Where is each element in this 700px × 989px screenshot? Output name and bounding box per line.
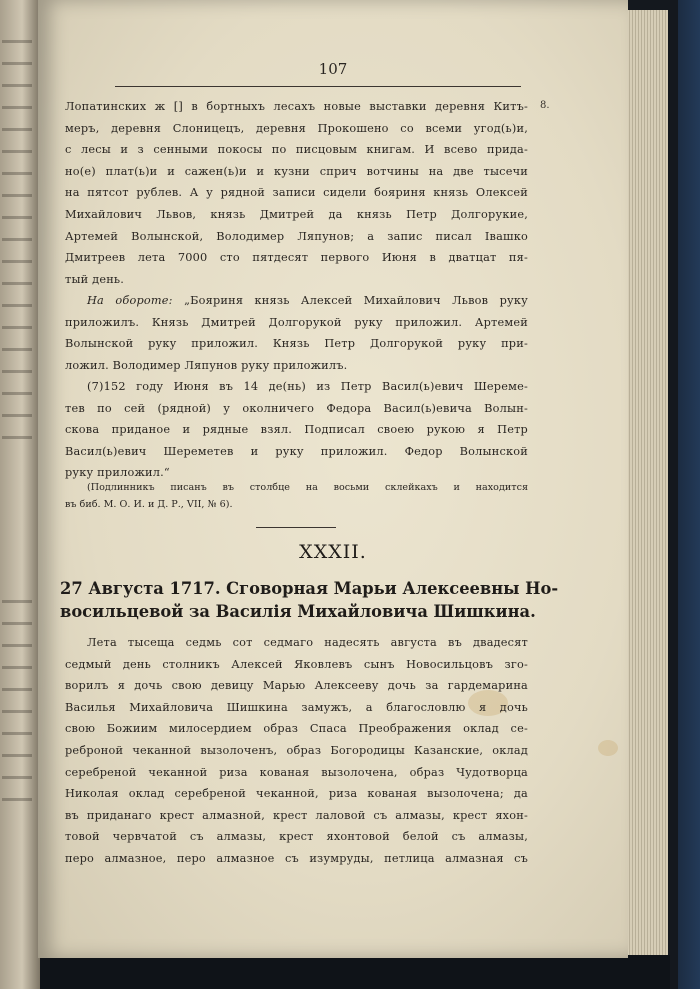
section-number: XXXII. bbox=[299, 541, 367, 563]
text-line: товой червчатой съ алмазы, крест яхонтовой белой съ алмазы, bbox=[65, 830, 528, 844]
note-line: въ биб. М. О. И. и Д. Р., VII, № 6). bbox=[65, 499, 233, 510]
bleed-through-line bbox=[2, 644, 32, 647]
text-line: Дмитреев лета 7000 сто пятдесят первого Июня в дватцат пя- bbox=[65, 251, 528, 265]
text-line: Васил(ь)евич Шереметев и руку приложил. Федор Волынской bbox=[65, 444, 528, 458]
bleed-through-line bbox=[2, 348, 32, 351]
text-line: (7)152 году Июня въ 14 де(нь) из Петр Васил(ь)евич Шереме- bbox=[87, 380, 528, 393]
text-line: Волынской руку приложил. Князь Петр Долгорукой руку при- bbox=[65, 337, 528, 351]
heading-line: восильцевой за Василія Михайловича Шишкина. bbox=[60, 602, 536, 621]
text-line: Лопатинских ж [] в бортныхъ лесахъ новые выставки деревня Китъ- bbox=[65, 100, 528, 113]
bleed-through-line bbox=[2, 150, 32, 153]
left-page-edge bbox=[0, 0, 40, 989]
text-line: скова приданое и рядные взял. Подписал своею рукою я Петр bbox=[65, 423, 528, 437]
bleed-through-line bbox=[2, 128, 32, 131]
text-line: въ приданаго крест алмазной, крест лаловой съ алмазы, крест яхон- bbox=[65, 808, 528, 822]
text-line: руку приложил.“ bbox=[65, 466, 170, 480]
bleed-through-line bbox=[2, 326, 32, 329]
bottom-shadow bbox=[40, 955, 670, 989]
text-line: на пятсот рублев. А у рядной записи сидели бояриня князь Олексей bbox=[65, 186, 528, 200]
header-rule bbox=[115, 86, 521, 87]
bleed-through-line bbox=[2, 666, 32, 669]
text-line: Лета тысеща седмь сот седмаго надесять августа въ двадесят bbox=[87, 636, 528, 649]
text-line-rest: „Бояриня князь Алексей Михайлович Львов руку bbox=[184, 294, 528, 307]
bleed-through-line bbox=[2, 710, 32, 713]
bleed-through-line bbox=[2, 216, 32, 219]
text-line: седмый день столникъ Алексей Яковлевъ сынъ Новосильцовъ зго- bbox=[65, 657, 528, 671]
book-cover-edge bbox=[678, 0, 700, 989]
text-line: Николая оклад серебреной чеканной, риза кованая вызолочена; да bbox=[65, 787, 528, 801]
text-line: серебреной чеканной риза кованая вызолочена, образ Чудотворца bbox=[65, 765, 528, 779]
text-line: перо алмазное, перо алмазное съ изумруды, петлица алмазная съ bbox=[65, 851, 528, 865]
bleed-through-line bbox=[2, 798, 32, 801]
text-line: ворилъ я дочь свою девицу Марью Алексееву дочь за гардемарина bbox=[65, 679, 528, 693]
note-line: (Подлинникъ писанъ въ столбце на восьми склейкахъ и находится bbox=[87, 482, 528, 493]
bleed-through-line bbox=[2, 282, 32, 285]
bleed-through-line bbox=[2, 414, 32, 417]
source-note bbox=[65, 479, 528, 513]
bleed-through-line bbox=[2, 106, 32, 109]
bleed-through-line bbox=[2, 370, 32, 373]
bleed-through-line bbox=[2, 754, 32, 757]
bleed-through-line bbox=[2, 172, 32, 175]
text-line bbox=[65, 290, 528, 312]
text-line: Артемей Волынской, Володимер Ляпунов; а запис писал Івашко bbox=[65, 229, 528, 243]
text-block-3 bbox=[65, 376, 528, 484]
bleed-through-line bbox=[2, 84, 32, 87]
bleed-through-line bbox=[2, 688, 32, 691]
bleed-through-line bbox=[2, 238, 32, 241]
bleed-through-line bbox=[2, 436, 32, 439]
text-line: приложилъ. Князь Дмитрей Долгорукой руку приложил. Артемей bbox=[65, 315, 528, 329]
text-line: тый день. bbox=[65, 272, 125, 286]
text-line: с лесы и з сенными покосы по писцовым книгам. И всево прида- bbox=[65, 143, 528, 157]
text-line: реброной чеканной вызолоченъ, образ Богородицы Казанские, оклад bbox=[65, 743, 528, 757]
book-page bbox=[38, 0, 628, 958]
text-block-2 bbox=[65, 290, 528, 376]
page-number: 107 bbox=[318, 60, 348, 78]
bleed-through-line bbox=[2, 304, 32, 307]
text-line: меръ, деревня Слоницецъ, деревня Прокошено со всеми угод(ь)и, bbox=[65, 121, 528, 135]
document-heading bbox=[60, 577, 559, 623]
text-line: Михайлович Львов, князь Дмитрей да князь Петр Долгорукие, bbox=[65, 207, 528, 221]
text-block-1 bbox=[65, 96, 528, 290]
bleed-through-line bbox=[2, 732, 32, 735]
margin-note: 8. bbox=[540, 100, 550, 111]
bleed-through-line bbox=[2, 260, 32, 263]
text-line: тев по сей (рядной) у околничего Федора Васил(ь)евича Волын- bbox=[65, 401, 528, 415]
bleed-through-line bbox=[2, 600, 32, 603]
page-block-edges bbox=[624, 10, 668, 968]
text-block-4 bbox=[65, 632, 528, 870]
bleed-through-line bbox=[2, 392, 32, 395]
text-line: свою Божиим милосердием образ Спаса Преображения оклад се- bbox=[65, 722, 528, 736]
text-line: но(е) плат(ь)и и сажен(ь)и и кузни сприч вотчины на две тысечи bbox=[65, 164, 528, 178]
bleed-through-line bbox=[2, 40, 32, 43]
verso-label: На обороте: bbox=[87, 294, 173, 307]
bleed-through-line bbox=[2, 62, 32, 65]
bleed-through-line bbox=[2, 776, 32, 779]
text-line: ложил. Володимер Ляпунов руку приложилъ. bbox=[65, 358, 348, 372]
heading-line: 27 Августа 1717. Сговорная Марьи Алексеевны Но- bbox=[60, 579, 559, 598]
paper-stain bbox=[598, 740, 618, 756]
section-separator bbox=[256, 527, 336, 528]
text-line: Василья Михайловича Шишкина замужъ, а благословлю я дочь bbox=[65, 700, 528, 714]
bleed-through-line bbox=[2, 622, 32, 625]
bleed-through-line bbox=[2, 194, 32, 197]
